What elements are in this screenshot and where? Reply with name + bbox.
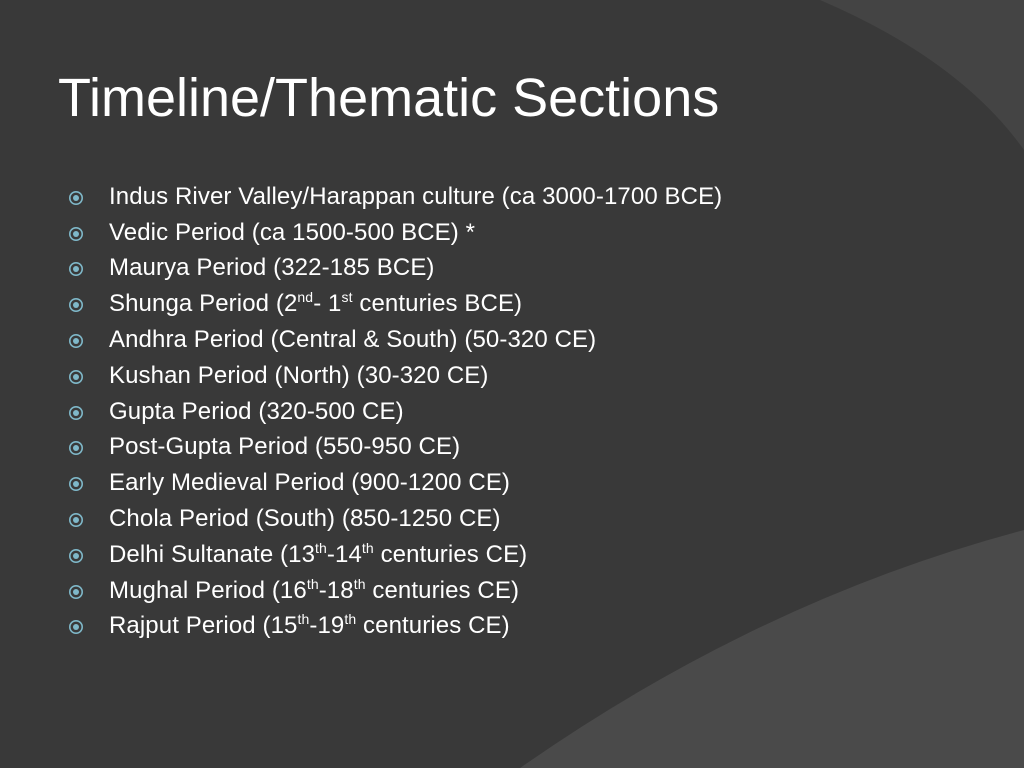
circled-dot-icon <box>68 548 84 564</box>
circled-dot-icon <box>68 619 84 635</box>
list-item-text <box>109 433 460 461</box>
circled-dot-icon <box>68 297 84 313</box>
text-run: centuries CE) <box>365 576 520 604</box>
list-item <box>66 609 722 645</box>
text-run: Delhi Sultanate (13 <box>109 540 316 568</box>
list-item-text <box>109 541 527 569</box>
list-item <box>66 394 722 430</box>
circled-dot-icon <box>68 405 84 421</box>
list-item-text <box>109 398 404 426</box>
list-item-text <box>109 290 522 318</box>
circled-dot-icon <box>68 369 84 385</box>
list-item <box>66 358 722 394</box>
text-run: Post-Gupta Period (550-950 CE) <box>109 433 461 461</box>
circled-dot-icon <box>68 226 84 242</box>
list-item-text <box>109 577 519 605</box>
superscript: th <box>315 539 327 556</box>
list-item-text <box>109 469 510 497</box>
text-run: Maurya Period (322-185 BCE) <box>109 254 435 282</box>
superscript: th <box>297 611 310 628</box>
text-run: -18 <box>318 576 354 604</box>
list-item-text <box>109 326 596 354</box>
text-run: Shunga Period (2 <box>109 290 298 318</box>
superscript: th <box>306 575 319 592</box>
list-item <box>66 215 722 251</box>
list-item <box>66 537 722 573</box>
list-item-text <box>109 505 501 533</box>
list-item <box>66 430 722 466</box>
list-item <box>66 286 722 322</box>
text-run: centuries CE) <box>356 612 510 640</box>
circled-dot-icon <box>68 333 84 349</box>
slide-title: Timeline/Thematic Sections <box>58 68 720 128</box>
text-run: -14 <box>326 540 362 568</box>
text-run: Rajput Period (15 <box>109 612 298 640</box>
text-run: Chola Period (South) (850-1250 CE) <box>109 505 501 533</box>
list-item-text <box>109 612 510 640</box>
bullet-list <box>66 179 722 644</box>
text-run: Mughal Period (16 <box>109 576 307 604</box>
superscript: th <box>353 575 366 592</box>
text-run: Kushan Period (North) (30-320 CE) <box>109 361 489 389</box>
text-run: - 1 <box>313 290 342 318</box>
list-item <box>66 179 722 215</box>
superscript: th <box>361 539 374 556</box>
superscript: nd <box>297 289 314 306</box>
text-run: centuries CE) <box>373 540 528 568</box>
list-item <box>66 501 722 537</box>
list-item <box>66 322 722 358</box>
circled-dot-icon <box>68 261 84 277</box>
text-run: Andhra Period (Central & South) (50-320 CE) <box>109 326 597 354</box>
list-item-text <box>109 254 435 282</box>
circled-dot-icon <box>68 512 84 528</box>
text-run: Indus River Valley/Harappan culture (ca 3000-1700 BCE) <box>109 182 723 210</box>
text-run: -19 <box>309 612 345 640</box>
list-item <box>66 465 722 501</box>
circled-dot-icon <box>68 584 84 600</box>
list-item-text <box>109 183 722 211</box>
superscript: th <box>344 611 357 628</box>
text-run: Vedic Period (ca 1500-500 BCE) * <box>109 218 476 246</box>
circled-dot-icon <box>68 476 84 492</box>
list-item <box>66 573 722 609</box>
superscript: st <box>341 289 353 306</box>
text-run: centuries BCE) <box>352 290 523 318</box>
list-item-text <box>109 362 488 390</box>
text-run: Early Medieval Period (900-1200 CE) <box>109 469 511 497</box>
circled-dot-icon <box>68 190 84 206</box>
list-item <box>66 251 722 287</box>
list-item-text <box>109 219 475 247</box>
text-run: Gupta Period (320-500 CE) <box>109 397 404 425</box>
circled-dot-icon <box>68 440 84 456</box>
